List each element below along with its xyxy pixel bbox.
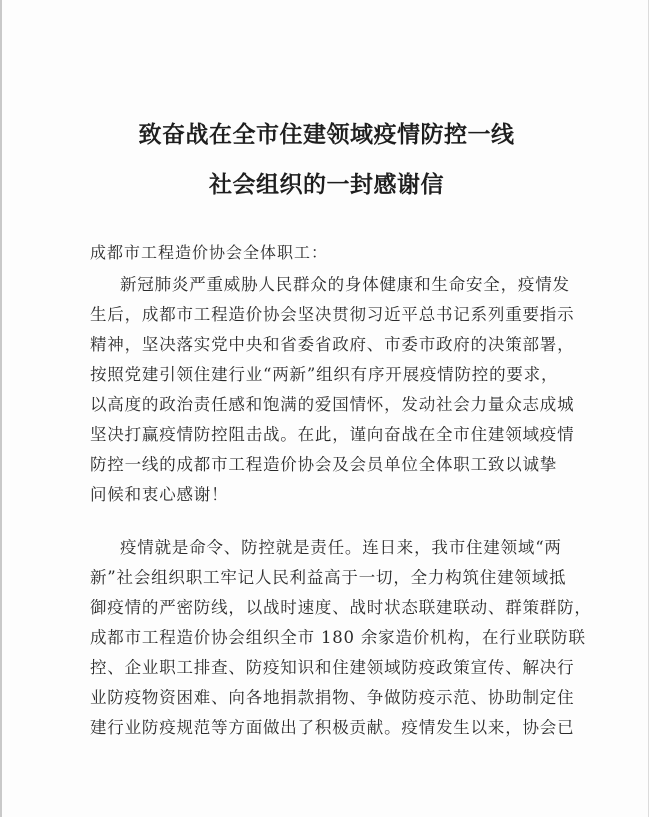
paragraph-2-line-3: 御疫情的严密防线，以战时速度、战时状态联建联动、群策群防， <box>90 598 592 617</box>
paragraph-2-line-6: 业防疫物资困难、向各地捐款捐物、争做防疫示范、协助制定住 <box>90 688 575 707</box>
paragraph-2-line-7: 建行业防疫规范等方面做出了积极贡献。疫情发生以来，协会已 <box>90 718 575 737</box>
paragraph-1-line-8: 问候和衷心感谢！ <box>90 485 229 504</box>
letter-salutation: 成都市工程造价协会全体职工： <box>90 243 329 262</box>
paragraph-1-line-6: 坚决打赢疫情防控阻击战。在此，谨向奋战在全市住建领域疫情 <box>90 425 575 444</box>
paragraph-2-line-2: 新”社会组织职工牢记人民利益高于一切，全力构筑住建领域抵 <box>90 568 567 587</box>
paragraph-2-line-5: 控、企业职工排查、防疫知识和住建领域防疫政策宣传、解决行 <box>90 658 575 677</box>
paragraph-1-line-7: 防控一线的成都市工程造价协会及会员单位全体职工致以诚挚 <box>90 455 558 474</box>
letter-title-line-2: 社会组织的一封感谢信 <box>209 171 444 198</box>
paragraph-1-line-1: 新冠肺炎严重威胁人民群众的身体健康和生命安全，疫情发 <box>120 275 570 294</box>
letter-title-line-1: 致奋战在全市住建领域疫情防控一线 <box>138 121 515 148</box>
paragraph-2-line-4: 成都市工程造价协会组织全市 180 余家造价机构，在行业联防联 <box>90 628 586 647</box>
paragraph-1-line-2: 生后，成都市工程造价协会坚决贯彻习近平总书记系列重要指示 <box>90 305 575 324</box>
paragraph-1-line-4: 按照党建引领住建行业“两新”组织有序开展疫情防控的要求， <box>90 365 559 384</box>
paragraph-1-line-3: 精神，坚决落实党中央和省委省政府、市委市政府的决策部署， <box>90 335 575 354</box>
paragraph-1-line-5: 以高度的政治责任感和饱满的爱国情怀，发动社会力量众志成城 <box>90 395 575 414</box>
paragraph-2-line-1: 疫情就是命令、防控就是责任。连日来，我市住建领域“两 <box>120 538 562 557</box>
